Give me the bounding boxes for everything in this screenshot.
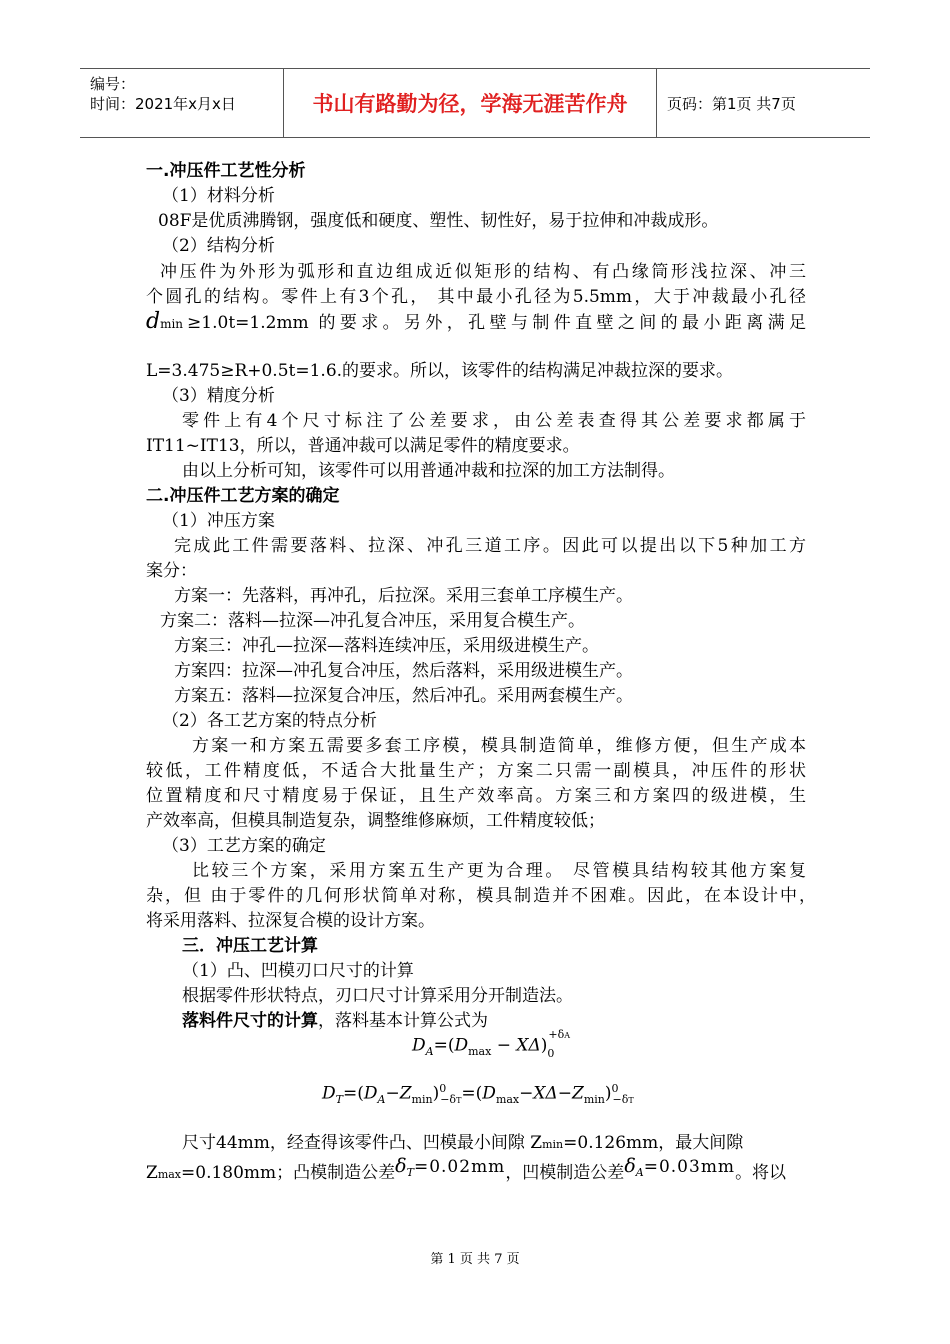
formula-punch-size: $D_T=(D_A-Z_{min})^0_{-\delta T}=(D_{max}-X\Delta-Z_{min})^0_{-\delta T}$: [322, 1082, 634, 1107]
paragraph-clearance-line-2: [146, 1155, 787, 1187]
header-center-cell: [284, 69, 657, 137]
paragraph-features-line-2: 较低，工件精度低，不适合大批量生产；方案二只需一副模具，冲压件的形状: [146, 761, 806, 781]
plan-item-4: 方案四：拉深—冲孔复合冲压，然后落料，采用级进模生产。: [174, 661, 633, 681]
header-left-cell: [80, 69, 284, 137]
plan-item-3: 方案三：冲孔—拉深—落料连续冲压，采用级进模生产。: [174, 636, 599, 656]
subsection-2-3-title: （3）工艺方案的确定: [162, 836, 326, 856]
formula-die-size: $D_A=(D_{max} - X\Delta)_0^{+\delta A}$: [412, 1028, 571, 1061]
dmin-symbol: d: [146, 309, 161, 334]
paragraph-decision-line-3: 将采用落料、拉深复合模的设计方案。: [146, 911, 435, 931]
delta-a-subscript: A: [635, 1166, 644, 1179]
clearance-line-2-c: ，凹模制造公差: [505, 1163, 625, 1183]
paragraph-method: 根据零件形状特点，刃口尺寸计算采用分开制造法。: [182, 986, 573, 1006]
subsection-1-2-title: （2）结构分析: [162, 236, 275, 256]
header-right-cell: [657, 69, 870, 137]
delta-t-value: =0.02mm: [413, 1157, 506, 1177]
paragraph-plan-intro-line-1: 完成此工件需要落料、拉深、冲孔三道工序。因此可以提出以下5种加工方: [174, 536, 806, 556]
paragraph-structure-line-1: 冲压件为外形为弧形和直边组成近似矩形的结构、有凸缘筒形浅拉深、冲三: [160, 262, 806, 282]
blanking-intro-rest: ，落料基本计算公式为: [318, 1011, 488, 1031]
blanking-heading: 落料件尺寸的计算: [182, 1011, 318, 1031]
clearance-line-2-d: 。将以: [735, 1163, 787, 1183]
paragraph-features-line-1: 方案一和方案五需要多套工序模，模具制造简单，维修方便，但生产成本: [192, 736, 806, 756]
paragraph-precision-line-1: 零件上有4个尺寸标注了公差要求，由公差表查得其公差要求都属于: [182, 411, 806, 431]
dmin-subscript: min: [160, 317, 184, 331]
paragraph-decision-line-1: 比较三个方案，采用方案五生产更为合理。 尽管模具结构较其他方案复: [192, 861, 806, 881]
subsection-1-1-title: （1）材料分析: [162, 186, 275, 206]
plan-item-5: 方案五：落料—拉深复合冲压，然后冲孔。采用两套模生产。: [174, 686, 633, 706]
structure-line-3-text: ≥1.0t=1.2mm 的要求。另外，孔壁与制件直壁之间的最小距离满足: [187, 313, 806, 333]
plan-item-2: 方案二：落料—拉深—冲孔复合冲压，采用复合模生产。: [160, 611, 585, 631]
paragraph-material: 08F是优质沸腾钢，强度低和硬度、塑性、韧性好，易于拉伸和冲裁成形。: [158, 211, 719, 231]
header-motto: 书山有路勤为径，学海无涯苦作舟: [312, 92, 628, 116]
subsection-3-1-title: （1）凸、凹模刃口尺寸的计算: [182, 961, 414, 981]
delta-a-symbol: δ: [624, 1155, 636, 1177]
delta-t-symbol: δ: [395, 1155, 407, 1177]
paragraph-structure-line-2: 个圆孔的结构。零件上有3个孔， 其中最小孔径为5.5mm，大于冲裁最小孔径: [146, 287, 806, 307]
subsection-2-1-title: （1）冲压方案: [162, 511, 275, 531]
clearance-line-1-b: =0.126mm，最大间隙: [563, 1133, 744, 1153]
delta-a-value: =0.03mm: [643, 1157, 736, 1177]
section-2-title: 二.冲压件工艺方案的确定: [146, 486, 340, 506]
document-number-label: 编号：: [90, 75, 136, 93]
section-3-title: 三．冲压工艺计算: [182, 936, 318, 956]
clearance-line-1-a: 尺寸44mm，经查得该零件凸、凹模最小间隙 Z: [182, 1133, 543, 1153]
paragraph-plan-intro-line-2: 案分：: [146, 561, 197, 581]
paragraph-clearance-line-1: [182, 1131, 743, 1157]
paragraph-precision-line-2: IT11~IT13，所以，普通冲裁可以满足零件的精度要求。: [146, 436, 580, 456]
page-header: [80, 68, 870, 138]
paragraph-features-line-4: 产效率高，但模具制造复杂，调整维修麻烦，工件精度较低；: [146, 811, 605, 831]
delta-t-subscript: T: [406, 1166, 414, 1179]
zmax-symbol: Z: [146, 1163, 158, 1183]
paragraph-decision-line-2: 杂，但 由于零件的几何形状简单对称，模具制造并不困难。因此，在本设计中，: [146, 886, 816, 906]
section-1-title: 一.冲压件工艺性分析: [146, 161, 306, 181]
paragraph-structure-line-4: L=3.475≥R+0.5t=1.6.的要求。所以，该零件的结构满足冲裁拉深的要求。: [146, 361, 734, 381]
page-footer: 第 1 页 共 7 页: [430, 1252, 520, 1267]
zmax-subscript: max: [157, 1168, 182, 1181]
plan-item-1: 方案一：先落料，再冲孔，后拉深。采用三套单工序模生产。: [174, 586, 633, 606]
paragraph-conclusion: 由以上分析可知，该零件可以用普通冲裁和拉深的加工方法制得。: [182, 461, 675, 481]
subsection-2-2-title: （2）各工艺方案的特点分析: [162, 711, 377, 731]
zmin-subscript: min: [542, 1138, 564, 1151]
document-date-label: 时间：2021年x月x日: [90, 95, 236, 113]
paragraph-blanking-intro: [182, 1009, 488, 1033]
clearance-line-2-b: =0.180mm；凸模制造公差: [181, 1163, 396, 1183]
paragraph-features-line-3: 位置精度和尺寸精度易于保证，且生产效率高。方案三和方案四的级进模，生: [146, 786, 806, 806]
subsection-1-3-title: （3）精度分析: [162, 386, 275, 406]
paragraph-structure-line-3: [146, 310, 806, 336]
header-page-label: 页码：第1页 共7页: [667, 94, 796, 113]
